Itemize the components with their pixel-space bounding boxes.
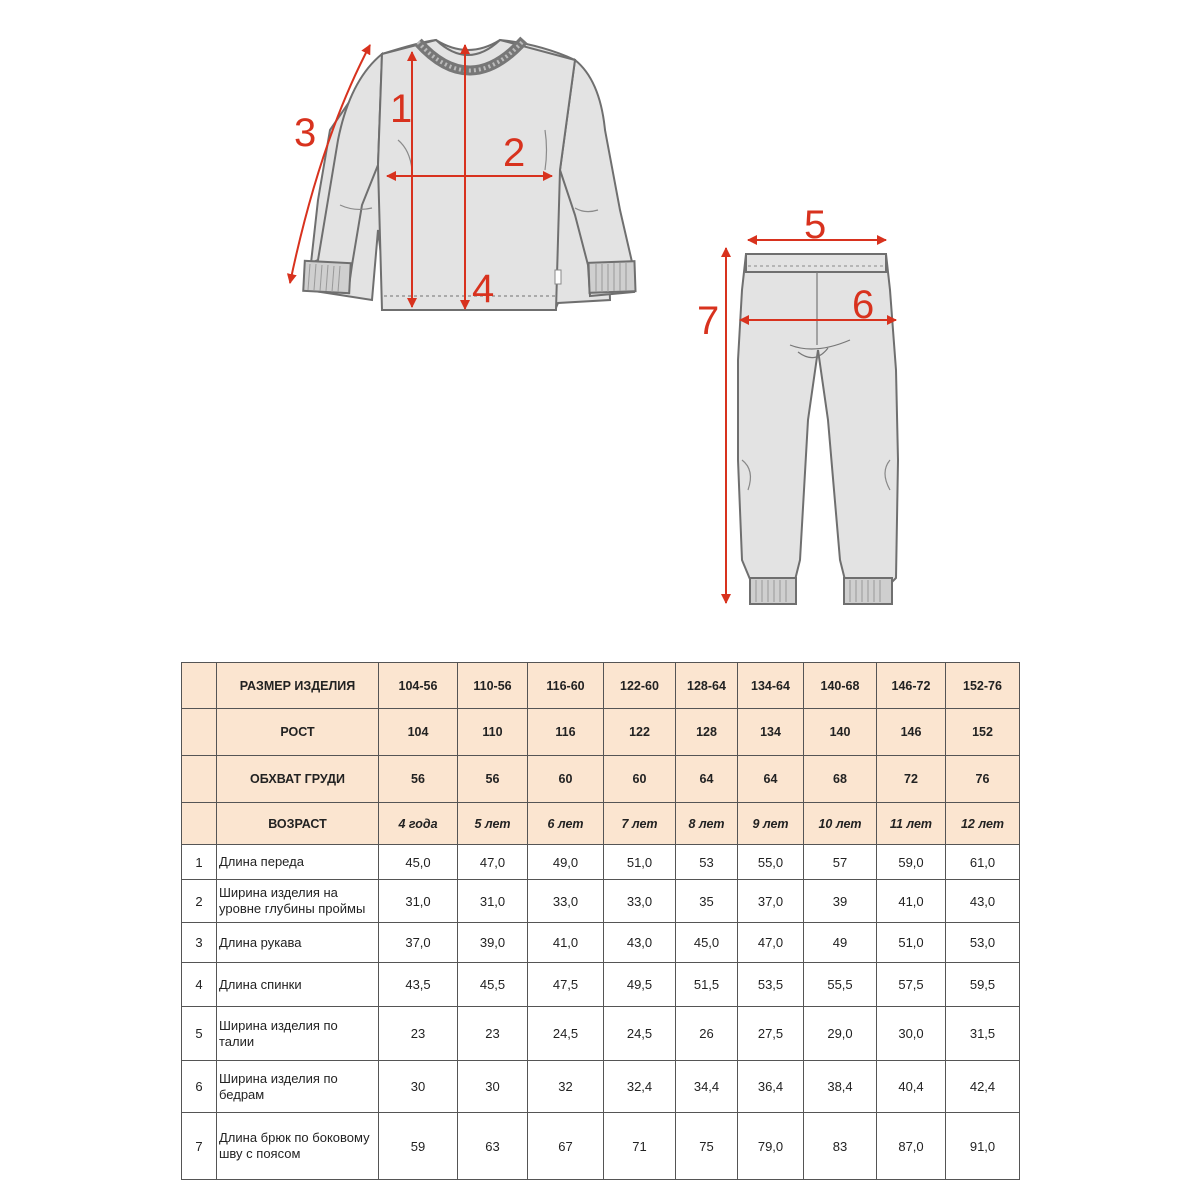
measurement-value-cell: 33,0 <box>528 880 604 923</box>
row-number-cell <box>182 803 217 845</box>
header-value-cell: 12 лет <box>946 803 1020 845</box>
measurement-value-cell: 42,4 <box>946 1061 1020 1113</box>
measurement-value-cell: 47,5 <box>528 963 604 1007</box>
header-value-cell: 56 <box>379 756 458 803</box>
header-value-cell: 134 <box>738 709 804 756</box>
measurement-value-cell: 55,0 <box>738 845 804 880</box>
measurement-value-cell: 23 <box>379 1007 458 1061</box>
measurement-value-cell: 47,0 <box>458 845 528 880</box>
size-chart-table <box>181 662 1020 1180</box>
measurement-value-cell: 31,5 <box>946 1007 1020 1061</box>
measurement-value-cell: 38,4 <box>804 1061 877 1113</box>
measurement-value-cell: 43,0 <box>604 923 676 963</box>
header-value-cell: 5 лет <box>458 803 528 845</box>
measurement-name-cell: Длина рукава <box>217 923 379 963</box>
measurement-name-cell: Длина спинки <box>217 963 379 1007</box>
measurement-value-cell: 37,0 <box>379 923 458 963</box>
header-value-cell: 72 <box>877 756 946 803</box>
size-chart-body <box>182 663 1020 1180</box>
table-row <box>182 1113 1020 1180</box>
header-row <box>182 663 1020 709</box>
measurement-value-cell: 45,0 <box>379 845 458 880</box>
measurement-value-cell: 47,0 <box>738 923 804 963</box>
dim-label-4: 4 <box>472 267 495 311</box>
measurement-value-cell: 33,0 <box>604 880 676 923</box>
measurement-value-cell: 43,5 <box>379 963 458 1007</box>
measurement-value-cell: 49,5 <box>604 963 676 1007</box>
row-number-cell: 4 <box>182 963 217 1007</box>
header-row <box>182 756 1020 803</box>
table-row <box>182 880 1020 923</box>
table-row <box>182 963 1020 1007</box>
header-value-cell: 146-72 <box>877 663 946 709</box>
dim-label-1: 1 <box>390 87 413 131</box>
measurement-value-cell: 39 <box>804 880 877 923</box>
header-value-cell: 122 <box>604 709 676 756</box>
header-value-cell: 104 <box>379 709 458 756</box>
measurement-value-cell: 31,0 <box>379 880 458 923</box>
measurement-value-cell: 32 <box>528 1061 604 1113</box>
measurement-value-cell: 51,0 <box>877 923 946 963</box>
header-value-cell: 8 лет <box>676 803 738 845</box>
dim-label-3: 3 <box>294 111 317 155</box>
header-value-cell: 56 <box>458 756 528 803</box>
header-value-cell: 68 <box>804 756 877 803</box>
measurement-value-cell: 41,0 <box>528 923 604 963</box>
header-value-cell: 152-76 <box>946 663 1020 709</box>
measurement-value-cell: 79,0 <box>738 1113 804 1180</box>
header-value-cell: 140-68 <box>804 663 877 709</box>
measurement-value-cell: 61,0 <box>946 845 1020 880</box>
measurement-value-cell: 53 <box>676 845 738 880</box>
measurement-value-cell: 53,0 <box>946 923 1020 963</box>
header-value-cell: 104-56 <box>379 663 458 709</box>
measurement-value-cell: 27,5 <box>738 1007 804 1061</box>
measurement-value-cell: 87,0 <box>877 1113 946 1180</box>
row-number-cell: 5 <box>182 1007 217 1061</box>
measurement-value-cell: 51,5 <box>676 963 738 1007</box>
measurement-value-cell: 26 <box>676 1007 738 1061</box>
measurement-value-cell: 31,0 <box>458 880 528 923</box>
header-value-cell: 64 <box>676 756 738 803</box>
header-label-cell: РАЗМЕР ИЗДЕЛИЯ <box>217 663 379 709</box>
measurement-name-cell: Длина брюк по боковому шву с поясом <box>217 1113 379 1180</box>
measurement-value-cell: 30 <box>458 1061 528 1113</box>
table-row <box>182 1007 1020 1061</box>
measurement-value-cell: 30 <box>379 1061 458 1113</box>
row-number-cell: 3 <box>182 923 217 963</box>
dim-label-7: 7 <box>697 299 720 343</box>
row-number-cell: 7 <box>182 1113 217 1180</box>
header-value-cell: 140 <box>804 709 877 756</box>
measurement-value-cell: 39,0 <box>458 923 528 963</box>
header-value-cell: 64 <box>738 756 804 803</box>
measurement-value-cell: 59,5 <box>946 963 1020 1007</box>
measurement-value-cell: 43,0 <box>946 880 1020 923</box>
measurement-value-cell: 51,0 <box>604 845 676 880</box>
measurement-value-cell: 53,5 <box>738 963 804 1007</box>
measurement-name-cell: Ширина изделия на уровне глубины проймы <box>217 880 379 923</box>
measurement-value-cell: 34,4 <box>676 1061 738 1113</box>
dim-label-2: 2 <box>503 131 526 175</box>
measurement-name-cell: Ширина изделия по бедрам <box>217 1061 379 1113</box>
header-value-cell: 7 лет <box>604 803 676 845</box>
header-value-cell: 146 <box>877 709 946 756</box>
header-value-cell: 110-56 <box>458 663 528 709</box>
header-value-cell: 128-64 <box>676 663 738 709</box>
row-number-cell <box>182 663 217 709</box>
table-row <box>182 845 1020 880</box>
header-value-cell: 4 года <box>379 803 458 845</box>
header-label-cell: РОСТ <box>217 709 379 756</box>
measurement-value-cell: 49,0 <box>528 845 604 880</box>
row-number-cell <box>182 756 217 803</box>
header-value-cell: 152 <box>946 709 1020 756</box>
measurement-value-cell: 24,5 <box>528 1007 604 1061</box>
measurement-value-cell: 45,0 <box>676 923 738 963</box>
header-value-cell: 110 <box>458 709 528 756</box>
measurement-value-cell: 63 <box>458 1113 528 1180</box>
measurement-value-cell: 24,5 <box>604 1007 676 1061</box>
measurement-value-cell: 71 <box>604 1113 676 1180</box>
measurement-value-cell: 35 <box>676 880 738 923</box>
header-value-cell: 122-60 <box>604 663 676 709</box>
measurement-value-cell: 91,0 <box>946 1113 1020 1180</box>
header-value-cell: 76 <box>946 756 1020 803</box>
header-value-cell: 9 лет <box>738 803 804 845</box>
measurement-value-cell: 59 <box>379 1113 458 1180</box>
measurement-value-cell: 83 <box>804 1113 877 1180</box>
row-number-cell: 2 <box>182 880 217 923</box>
header-value-cell: 60 <box>528 756 604 803</box>
measurement-name-cell: Ширина изделия по талии <box>217 1007 379 1061</box>
measurement-value-cell: 45,5 <box>458 963 528 1007</box>
dim-label-6: 6 <box>852 283 875 327</box>
header-value-cell: 60 <box>604 756 676 803</box>
measurement-value-cell: 36,4 <box>738 1061 804 1113</box>
table-row <box>182 1061 1020 1113</box>
header-label-cell: ВОЗРАСТ <box>217 803 379 845</box>
row-number-cell: 6 <box>182 1061 217 1113</box>
header-row <box>182 803 1020 845</box>
header-label-cell: ОБХВАТ ГРУДИ <box>217 756 379 803</box>
header-value-cell: 134-64 <box>738 663 804 709</box>
header-value-cell: 116-60 <box>528 663 604 709</box>
measurement-value-cell: 67 <box>528 1113 604 1180</box>
measurement-value-cell: 29,0 <box>804 1007 877 1061</box>
header-row <box>182 709 1020 756</box>
measurement-value-cell: 30,0 <box>877 1007 946 1061</box>
header-value-cell: 116 <box>528 709 604 756</box>
measurement-value-cell: 37,0 <box>738 880 804 923</box>
table-row <box>182 923 1020 963</box>
measurement-value-cell: 55,5 <box>804 963 877 1007</box>
dim-label-5: 5 <box>804 203 827 247</box>
measurement-value-cell: 57,5 <box>877 963 946 1007</box>
header-value-cell: 128 <box>676 709 738 756</box>
header-value-cell: 10 лет <box>804 803 877 845</box>
measurement-value-cell: 75 <box>676 1113 738 1180</box>
measurement-value-cell: 32,4 <box>604 1061 676 1113</box>
measurement-value-cell: 41,0 <box>877 880 946 923</box>
header-value-cell: 11 лет <box>877 803 946 845</box>
row-number-cell: 1 <box>182 845 217 880</box>
row-number-cell <box>182 709 217 756</box>
measurement-value-cell: 59,0 <box>877 845 946 880</box>
measurement-value-cell: 40,4 <box>877 1061 946 1113</box>
measurement-value-cell: 23 <box>458 1007 528 1061</box>
measurement-name-cell: Длина переда <box>217 845 379 880</box>
measurement-value-cell: 49 <box>804 923 877 963</box>
measurement-value-cell: 57 <box>804 845 877 880</box>
header-value-cell: 6 лет <box>528 803 604 845</box>
